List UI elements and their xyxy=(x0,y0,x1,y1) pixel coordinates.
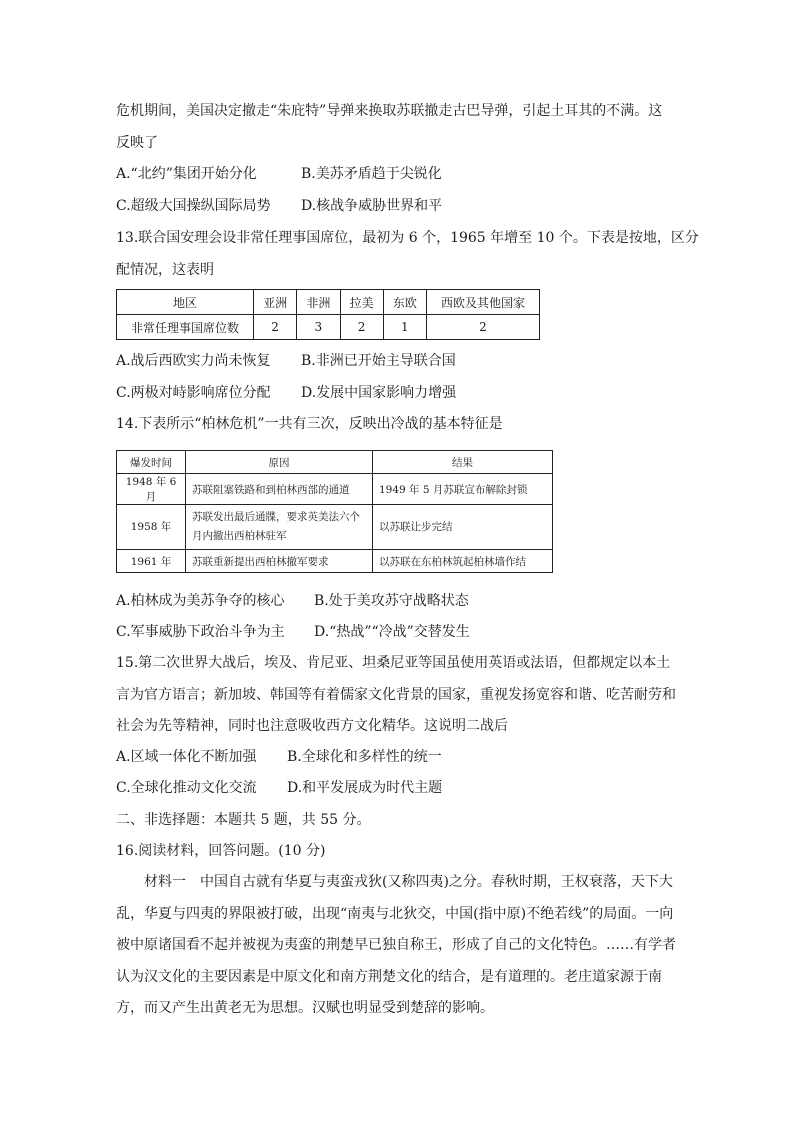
table-header-row xyxy=(117,290,540,315)
table-header: 西欧及其他国家 xyxy=(427,290,540,315)
q15-stem: 15.第二次世界大战后，埃及、肯尼亚、坦桑尼亚等国虽使用英语或法语，但都规定以本土言为官方语言；新加坡、韩国等有着儒家文化背景的国家，重视发扬宽容和谐、吃苦耐劳和社会为先等精神，同时也注意吸收西方文化精华。这说明二战后 xyxy=(116,655,676,734)
q12-option-a: A.“北约”集团开始分化 xyxy=(116,166,257,182)
table-cell: 1958 年 xyxy=(117,505,186,550)
q13-option-a: A.战后西欧实力尚未恢复 xyxy=(116,353,271,369)
table-cell: 苏联阻塞铁路和到柏林西部的通道 xyxy=(186,474,373,505)
table-cell: 苏联重新提出西柏林撤军要求 xyxy=(186,550,373,573)
table-cell: 1949 年 5 月苏联宣布解除封锁 xyxy=(373,474,553,505)
table-header: 非洲 xyxy=(297,290,340,315)
q15-option-d: D.和平发展成为时代主题 xyxy=(287,780,443,796)
q16-material-one: 材料一 中国自古就有华夏与夷蛮戎狄(又称四夷)之分。春秋时期，王权衰落，天下大乱，华夏与四夷的界限被打破，出现“南夷与北狄交，中国(指中原)不绝若线”的局面。一向被中原诸国看不起并被视为夷蛮的荆楚早已独自称王，形成了自己的文化特色。……有学者认为汉文化的主要因素是中原文化和南方荆楚文化的结合，是有道理的。老庄道家源于南方，而又产生出黄老无为思想。汉赋也明显受到楚辞的影响。 xyxy=(116,874,676,1016)
q15-option-c: C.全球化推动文化交流 xyxy=(116,780,257,796)
table-row xyxy=(117,315,540,340)
table-header: 拉美 xyxy=(340,290,383,315)
table-cell: 苏联发出最后通牒，要求英美法六个月内撤出西柏林驻军 xyxy=(186,505,373,550)
table-row xyxy=(117,474,553,505)
q12-option-b: B.美苏矛盾趋于尖锐化 xyxy=(301,166,442,182)
section-two-heading: 二、非选择题：本题共 5 题，共 55 分。 xyxy=(116,812,371,828)
table-header: 东欧 xyxy=(383,290,426,315)
q16-stem: 16.阅读材料，回答问题。(10 分) xyxy=(116,843,326,859)
table-cell: 1 xyxy=(383,315,426,340)
q12-stem-line2: 反映了 xyxy=(116,135,158,151)
q13-stem-line2: 配情况，这表明 xyxy=(116,262,214,278)
table-row xyxy=(117,505,553,550)
table-cell: 1948 年 6 月 xyxy=(117,474,186,505)
q13-option-b: B.非洲已开始主导联合国 xyxy=(301,353,456,369)
table-cell: 以苏联在东柏林筑起柏林墙作结 xyxy=(373,550,553,573)
table-header: 亚洲 xyxy=(254,290,297,315)
table-row xyxy=(117,550,553,573)
q14-option-c: C.军事威胁下政治斗争为主 xyxy=(116,624,285,640)
q14-option-b: B.处于美攻苏守战略状态 xyxy=(314,593,469,609)
table-cell: 3 xyxy=(297,315,340,340)
q12-option-d: D.核战争威胁世界和平 xyxy=(301,198,443,214)
q13-option-d: D.发展中国家影响力增强 xyxy=(301,385,457,401)
table-cell: 2 xyxy=(427,315,540,340)
table-cell: 以苏联让步完结 xyxy=(373,505,553,550)
q15-option-b: B.全球化和多样性的统一 xyxy=(287,749,442,765)
q13-option-c: C.两极对峙影响席位分配 xyxy=(116,385,271,401)
q14-option-a: A.柏林成为美苏争夺的核心 xyxy=(116,593,285,609)
table-cell: 2 xyxy=(254,315,297,340)
table-header: 结果 xyxy=(373,451,553,474)
table-cell: 2 xyxy=(340,315,383,340)
q13-stem-line1: 13.联合国安理会设非常任理事国席位，最初为 6 个，1965 年增至 10 个。下表是按地，区分 xyxy=(116,230,699,246)
q14-berlin-crisis-table xyxy=(116,450,553,573)
q12-stem-line1: 危机期间，美国决定撤走“朱庇特”导弹来换取苏联撤走古巴导弹，引起土耳其的不满。这 xyxy=(116,103,663,119)
q14-option-d: D.“热战”“冷战”交替发生 xyxy=(314,624,470,640)
q14-stem: 14.下表所示“柏林危机”一共有三次，反映出冷战的基本特征是 xyxy=(116,416,503,432)
q12-option-c: C.超级大国操纵国际局势 xyxy=(116,198,271,214)
table-header: 原因 xyxy=(186,451,373,474)
table-header: 爆发时间 xyxy=(117,451,186,474)
table-header: 地区 xyxy=(117,290,254,315)
table-header-row xyxy=(117,451,553,474)
q15-option-a: A.区域一体化不断加强 xyxy=(116,749,257,765)
table-cell: 非常任理事国席位数 xyxy=(117,315,254,340)
q13-seat-table xyxy=(116,289,540,340)
table-cell: 1961 年 xyxy=(117,550,186,573)
